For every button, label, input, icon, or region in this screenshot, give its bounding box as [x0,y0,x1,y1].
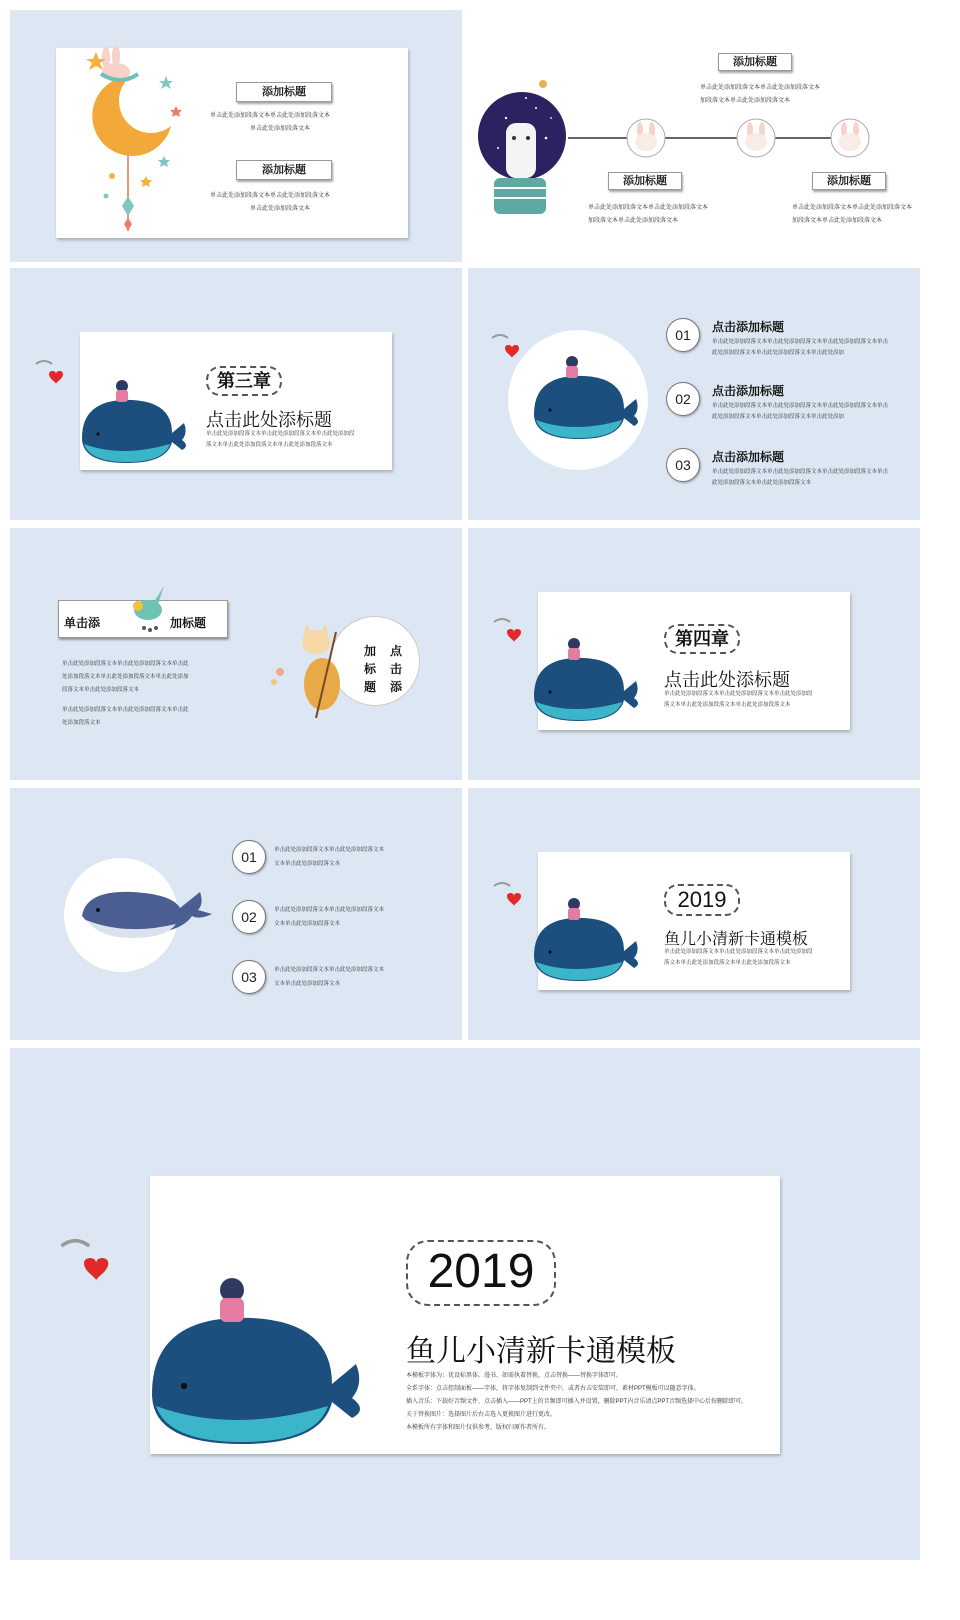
slide-7-item-1-body-1: 单击此处添加段落文本单击此处添加段落文本 [274,847,385,853]
slide-9-body-5: 本模板所有字体和图片仅供参考，版权归原作者所有。 [406,1425,551,1431]
slide-8-title[interactable]: 鱼儿小清新卡通模板 [664,931,809,948]
girl-on-whale-illustration [524,354,644,444]
slide-4-item-1-body-1: 单击此处添加段落文本单击此处添加段落文本单击此处添加段落文本单击 [712,339,889,345]
slide-1-body-2-line-1: 单击此处添加段落文本单击此处添加段落文本 [210,193,331,199]
girl-on-whale-illustration [524,896,644,986]
girl-on-whale-illustration [524,636,644,726]
bird-icon [124,580,172,640]
slide-3-title[interactable]: 点击此处添标题 [206,410,332,430]
slide-3-body-1: 单击此处添加段落文本单击此处添加段落文本单击此处添加段 [206,431,355,437]
slide-6-body-1: 单击此处添加段落文本单击此处添加段落文本单击此处添加段 [664,691,813,697]
slide-8[interactable] [468,788,920,1040]
slide-4-item-2-body-1: 单击此处添加段落文本单击此处添加段落文本单击此处添加段落文本单击 [712,403,889,409]
slide-9-body-2: 全系字体：点击控制面板——字体，将字体复制到文件夹中，或者右击安装即可，素材PPT模板可以随意字体。 [406,1386,700,1392]
slide-9-body-4: 关于替换图片：选择图片后右击选入更换图片进行更改。 [406,1412,557,1418]
slide-5-title-right[interactable]: 加标题 [170,616,207,630]
slide-4-item-2-body-2: 此处添加段落文本单击此处添加段落文本单击此处添加 [712,414,845,420]
slide-9-title[interactable]: 鱼儿小清新卡通模板 [406,1335,676,1368]
slide-2-right-body-2: 加段落文本单击此处添加段落文本 [792,218,883,224]
slide-1-title-2[interactable]: 添加标题 [236,160,332,180]
bunny-node-1-icon [626,118,666,158]
slide-8-body-1: 单击此处添加段落文本单击此处添加段落文本单击此处添加段 [664,949,813,955]
bunny-node-3-icon [830,118,870,158]
slide-2-left-body-2: 加段落文本单击此处添加段落文本 [588,218,679,224]
slide-7-item-1-body-2: 文本单击此处添加段落文本 [274,861,341,867]
slide-6[interactable] [468,528,920,780]
bunny-node-2-icon [736,118,776,158]
slide-2-left-body-1: 单击此处添加段落文本单击此处添加段落文本 [588,205,709,211]
slide-2-top-body-1: 单击此处添加段落文本单击此处添加段落文本 [700,85,821,91]
slide-4-item-1-title[interactable]: 点击添加标题 [712,320,785,334]
slide-4-item-3-body-1: 单击此处添加段落文本单击此处添加段落文本单击此处添加段落文本单击 [712,469,889,475]
slide-5-vertical-2-3: 添 [390,680,403,694]
slide-5-body-1: 单击此处添加段落文本单击此处添加段落文本单击此 [62,661,189,667]
slide-7-number-2: 02 [232,900,266,934]
slide-7-item-3-body-1: 单击此处添加段落文本单击此处添加段落文本 [274,967,385,973]
slide-5-body-3: 段落文本单击此处添加段落文本 [62,687,140,693]
slide-4-item-2-title[interactable]: 点击添加标题 [712,384,785,398]
slide-7-item-2-body-2: 文本单击此处添加段落文本 [274,921,341,927]
slide-5-vertical-2-2: 击 [390,662,403,676]
slide-7-item-2-body-1: 单击此处添加段落文本单击此处添加段落文本 [274,907,385,913]
slide-2[interactable] [468,10,920,262]
slide-7-number-3: 03 [232,960,266,994]
slide-4-number-3: 03 [666,448,700,482]
slide-2-right-body-1: 单击此处添加段落文本单击此处添加段落文本 [792,205,913,211]
slide-8-body-2: 落文本单击此处添加段落文本单击此处添加段落文本 [664,960,791,966]
slide-4-item-1-body-2: 此处添加段落文本单击此处添加段落文本单击此处添加 [712,350,845,356]
slide-4-number-2: 02 [666,382,700,416]
slide-3[interactable] [10,268,462,520]
slide-5-body-2: 处添加段落文本单击此处添加段落文本单击此处添加 [62,674,189,680]
slide-2-right-title[interactable]: 添加标题 [812,172,886,190]
slide-2-top-body-2: 加段落文本单击此处添加段落文本 [700,98,791,104]
slide-2-top-title[interactable]: 添加标题 [718,53,792,71]
slide-9-body-1: 本模板字体为：优设标黑体、漫书、如需执着替换，点击替换——替换字体即可。 [406,1373,623,1379]
slide-1-body-1-line-1: 单击此处添加段落文本单击此处添加段落文本 [210,113,331,119]
slide-4-item-3-title[interactable]: 点击添加标题 [712,450,785,464]
slide-7[interactable] [10,788,462,1040]
slide-4[interactable] [468,268,920,520]
slide-9-year-label: 2019 [406,1240,556,1306]
slide-3-chapter-label: 第三章 [206,366,282,396]
slide-1-title-1[interactable]: 添加标题 [236,82,332,102]
cat-cello-illustration [266,622,356,722]
slide-6-title[interactable]: 点击此处添标题 [664,670,790,690]
slide-1[interactable] [10,10,462,262]
bird-heart-icon [492,878,522,908]
slide-4-item-3-body-2: 此处添加段落文本单击此处添加段落文本 [712,480,812,486]
bird-heart-icon [492,614,522,644]
slide-5-vertical-1-3: 题 [364,680,377,694]
slide-6-chapter-label: 第四章 [664,624,740,654]
slide-9-body-3: 插入音乐：下载好音频文件，点击插入——PPT上的音频即可插入并设置，删除PPT内音乐请点PPT音频选择中心后按删除即可。 [406,1399,748,1405]
bear-galaxy-illustration [476,78,568,218]
slide-5-title-left[interactable]: 单击添 [64,616,101,630]
slide-7-number-1: 01 [232,840,266,874]
slide-5-body2-2: 处添加段落文本 [62,720,101,726]
slide-1-body-1-line-2: 单击此处添加段落文本 [250,126,311,132]
slide-5-vertical-1-1: 加 [364,644,377,658]
moon-bunny-illustration [76,46,186,236]
slide-9[interactable] [10,1048,920,1560]
slide-5-vertical-1-2: 标 [364,662,377,676]
slide-2-left-title[interactable]: 添加标题 [608,172,682,190]
girl-on-whale-illustration [132,1274,372,1444]
bird-heart-icon [34,356,64,386]
bird-heart-icon [490,330,520,360]
slide-3-body-2: 落文本单击此处添加段落文本单击此处添加段落文本 [206,442,333,448]
timeline-line [568,136,868,140]
slide-1-body-2-line-2: 单击此处添加段落文本 [250,206,311,212]
girl-on-whale-illustration [72,378,192,468]
slide-5-body2-1: 单击此处添加段落文本单击此处添加段落文本单击此 [62,707,189,713]
bird-heart-icon [58,1232,110,1284]
slide-7-item-3-body-2: 文本单击此处添加段落文本 [274,981,341,987]
slide-5[interactable] [10,528,462,780]
whale-illustration [76,878,216,948]
slide-5-vertical-2-1: 点 [390,644,403,658]
slide-4-number-1: 01 [666,318,700,352]
slide-6-body-2: 落文本单击此处添加段落文本单击此处添加段落文本 [664,702,791,708]
slide-8-year-label: 2019 [664,884,740,916]
